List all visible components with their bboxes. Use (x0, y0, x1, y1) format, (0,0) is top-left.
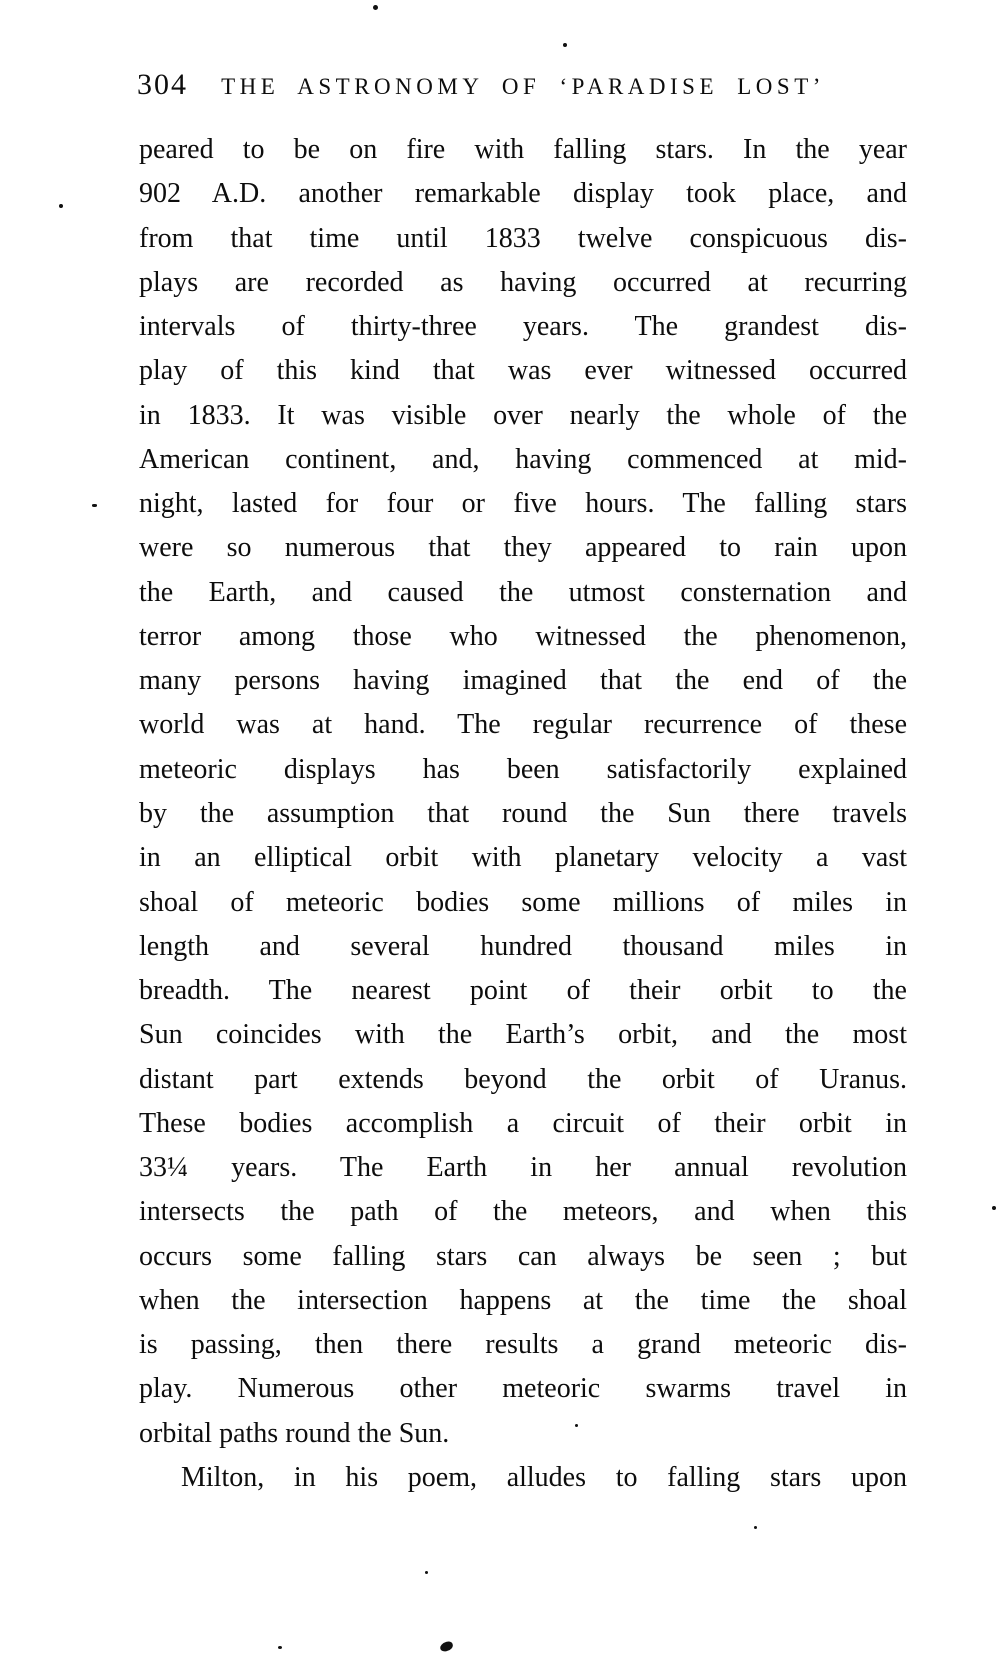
text-line: from that time until 1833 twelve conspicuous dis- (139, 222, 907, 254)
text-line: night, lasted for four or five hours. The falling stars (139, 488, 907, 520)
ink-speck (754, 1526, 757, 1529)
text-line: terror among those who witnessed the phenomenon, (139, 620, 907, 652)
text-line: world was at hand. The regular recurrence of these (139, 709, 907, 741)
text-line: length and several hundred thousand miles in (139, 930, 907, 962)
text-line: 33¼ years. The Earth in her annual revolution (139, 1152, 907, 1184)
ink-speck (563, 43, 567, 47)
text-line: Milton, in his poem, alludes to falling stars upon (181, 1461, 907, 1493)
text-line: were so numerous that they appeared to rain upon (139, 532, 907, 564)
ink-speck (278, 1646, 282, 1649)
text-line: shoal of meteoric bodies some millions of miles in (139, 886, 907, 918)
text-line: intersects the path of the meteors, and when this (139, 1196, 907, 1228)
text-line: play of this kind that was ever witnessed occurred (139, 355, 907, 387)
ink-blot (439, 1640, 454, 1652)
ink-speck (59, 204, 63, 208)
text-line: play. Numerous other meteoric swarms travel in (139, 1373, 907, 1405)
text-line: in 1833. It was visible over nearly the whole of the (139, 399, 907, 431)
text-line: orbital paths round the Sun. (139, 1417, 450, 1449)
text-line: by the assumption that round the Sun there travels (139, 797, 907, 829)
paragraph (139, 128, 907, 1456)
ink-speck (575, 1424, 578, 1427)
text-line: in an elliptical orbit with planetary velocity a vast (139, 842, 907, 874)
body-text (139, 128, 907, 1500)
page-number: 304 (137, 68, 188, 101)
text-line: peared to be on fire with falling stars. In the year (139, 134, 907, 165)
text-line: American continent, and, having commenced at mid- (139, 443, 907, 475)
ink-speck (425, 1571, 428, 1574)
text-line: plays are recorded as having occurred at recurring (139, 266, 907, 298)
text-line: meteoric displays has been satisfactorily explained (139, 753, 907, 785)
paragraph (139, 1456, 907, 1500)
text-line: breadth. The nearest point of their orbit to the (139, 975, 907, 1007)
ink-speck (373, 5, 378, 10)
text-line: occurs some falling stars can always be seen ; but (139, 1240, 907, 1272)
text-line: when the intersection happens at the time the shoal (139, 1284, 907, 1316)
text-line: the Earth, and caused the utmost consternation and (139, 576, 907, 608)
text-line: is passing, then there results a grand meteoric dis- (139, 1329, 907, 1361)
text-line: These bodies accomplish a circuit of their orbit in (139, 1107, 907, 1139)
text-line: distant part extends beyond the orbit of Uranus. (139, 1063, 907, 1095)
text-line: Sun coincides with the Earth’s orbit, and the most (139, 1019, 907, 1051)
running-header-title: THE ASTRONOMY OF ‘PARADISE LOST’ (221, 74, 825, 99)
ink-speck (992, 1206, 996, 1210)
text-line: many persons having imagined that the end of the (139, 665, 907, 697)
text-line: intervals of thirty-three years. The grandest dis- (139, 311, 907, 343)
ink-speck (92, 504, 97, 507)
text-line: 902 A.D. another remarkable display took place, and (139, 178, 907, 210)
